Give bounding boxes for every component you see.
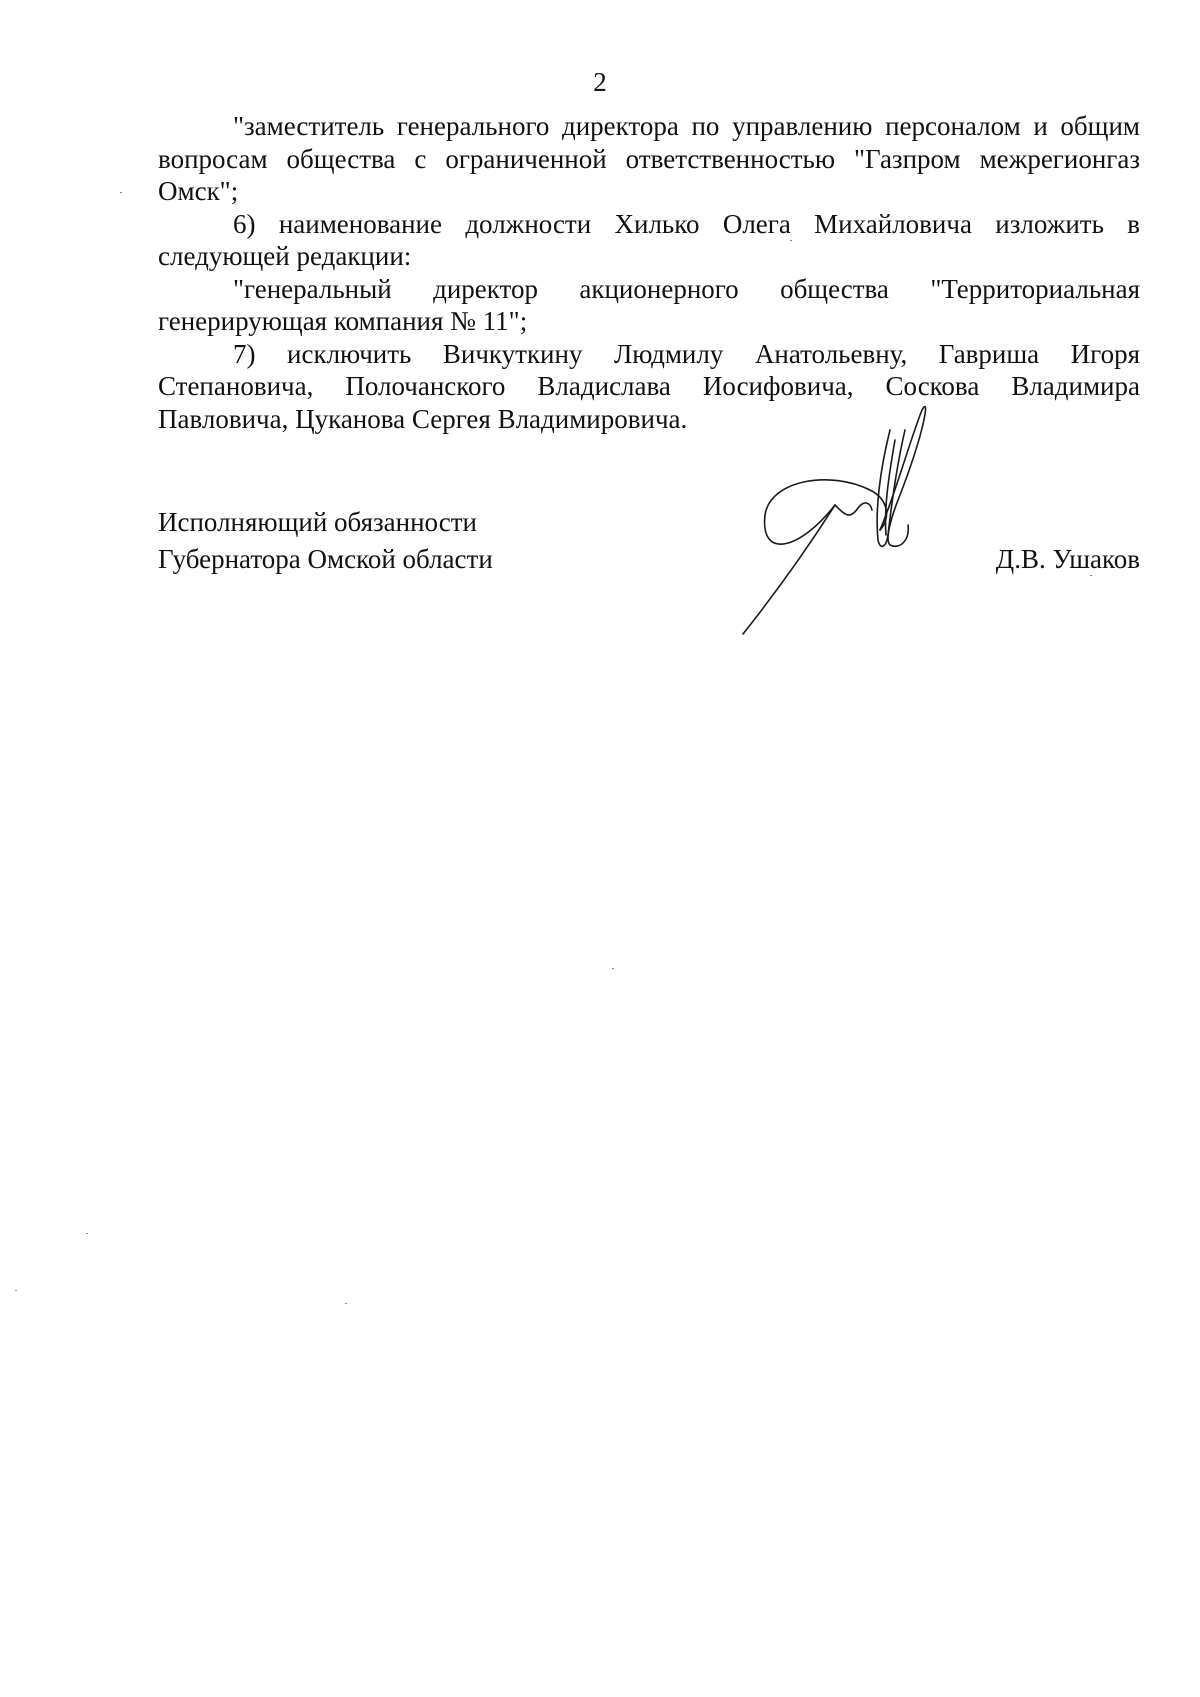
paragraph-position-text: "заместитель генерального директора по управлению персоналом и общим вопросам общества с ограниченной ответственностью "Газпром межрегионгаз Омск"; bbox=[158, 111, 1140, 206]
paragraph-item-7: 7) исключить Вичкуткину Людмилу Анатольевну, Гавриша Игоря Степановича, Полочанского Владислава Иосифовича, Соскова Владимира Павловича, Цуканова Сергея Владимировича. bbox=[158, 338, 1140, 434]
signatory-title-line-1: Исполняющий обязанности bbox=[158, 507, 477, 537]
paragraph-position-text-2: "генеральный директор акционерного общества "Территориальная генерирующая компания № 11"; bbox=[158, 273, 1140, 336]
signatory-name: Д.В. Ушаков bbox=[995, 544, 1140, 574]
scan-speck bbox=[1090, 575, 1092, 576]
scan-speck bbox=[120, 192, 122, 193]
scan-speck bbox=[612, 968, 614, 969]
signatory-title-line-2: Губернатора Омской области bbox=[158, 544, 493, 574]
document-body bbox=[158, 110, 1140, 435]
handwritten-signature-icon bbox=[740, 400, 1020, 700]
scan-speck bbox=[15, 1290, 17, 1291]
scan-speck bbox=[345, 1303, 347, 1304]
paragraph-item-6: 6) наименование должности Хилько Олега Михайловича изложить в следующей редакции: bbox=[158, 208, 1140, 271]
page-number: 2 bbox=[593, 67, 607, 97]
scan-speck bbox=[86, 1233, 88, 1234]
scan-speck bbox=[790, 240, 792, 241]
